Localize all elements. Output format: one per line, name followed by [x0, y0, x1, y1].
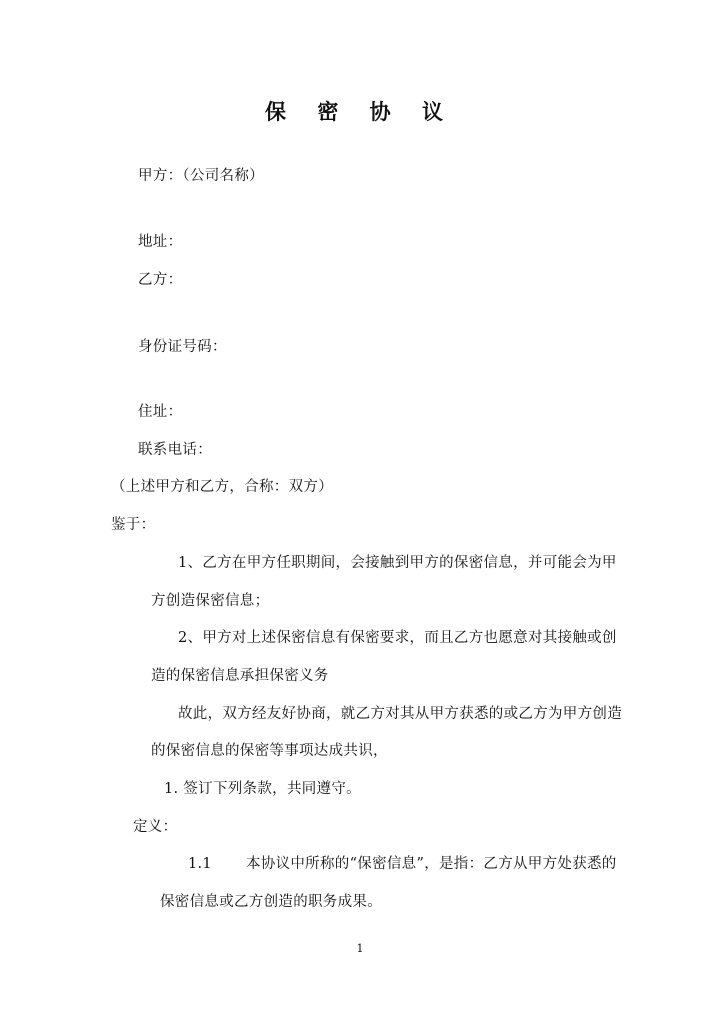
phone-line: 联系电话： [138, 442, 212, 458]
address-line: 地址： [138, 234, 183, 250]
whereas-item-1-line-2: 方创造保密信息； [151, 593, 270, 609]
residence-line: 住址： [138, 404, 183, 420]
whereas-item-2-line-1: 2、甲方对上述保密信息有保密要求，而且乙方也愿意对其接触或创 [178, 630, 617, 646]
clause-item-1: 1. 签订下列条款，共同遵守。 [164, 781, 361, 797]
definition-1-1-line-2: 保密信息或乙方创造的职务成果。 [160, 894, 382, 910]
whereas-heading: 鉴于： [111, 517, 156, 533]
definition-1-1-line-1 [188, 854, 617, 874]
therefore-line-2: 的保密信息的保密等事项达成共识， [151, 743, 388, 759]
whereas-item-2-line-2: 造的保密信息承担保密义务 [151, 668, 329, 684]
definition-text: 本协议中所称的“保密信息”，是指：乙方从甲方处获悉的 [245, 856, 617, 872]
therefore-line-1: 故此，双方经友好协商，就乙方对其从甲方获悉的或乙方为甲方创造 [178, 706, 622, 722]
id-number-line: 身份证号码： [138, 339, 227, 355]
page-number: 1 [356, 942, 364, 955]
party-b-line: 乙方： [138, 272, 183, 288]
document-title: 保 密 协 议 [265, 99, 455, 124]
whereas-item-1-line-1: 1、乙方在甲方任职期间，会接触到甲方的保密信息，并可能会为甲 [178, 555, 617, 571]
definitions-heading: 定义： [133, 819, 178, 835]
definition-number: 1.1 [188, 856, 212, 872]
collective-term-line: （上述甲方和乙方，合称：双方） [111, 479, 333, 495]
party-a-line: 甲方：（公司名称） [138, 168, 264, 184]
